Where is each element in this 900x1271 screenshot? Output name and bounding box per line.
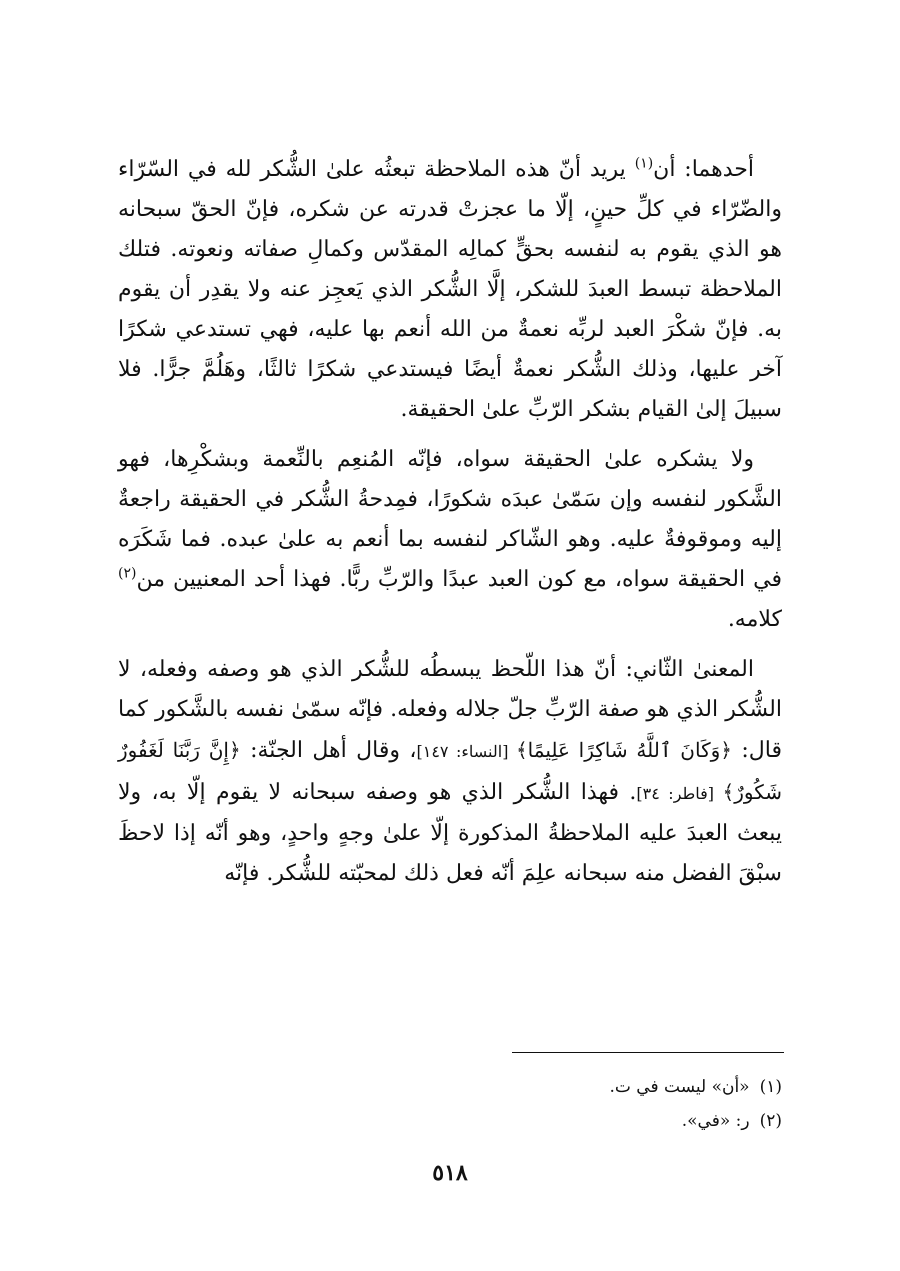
footnote-1 bbox=[118, 1070, 782, 1104]
paragraph-2 bbox=[118, 440, 782, 640]
footnote-marker-1: (١) bbox=[634, 155, 654, 172]
footnote-2-text: ر: «في». bbox=[681, 1111, 750, 1131]
page-number: ٥١٨ bbox=[432, 1160, 468, 1186]
verse-reference-2: [فاطر: ٣٤] bbox=[636, 784, 723, 803]
footnotes bbox=[118, 1070, 782, 1138]
paragraph-3-mid: ، وقال أهل الجنّة: bbox=[240, 738, 417, 763]
quran-verse-2: ﴿إِنَّ رَبَّنَا لَغَفُورٌ شَكُورٌ﴾ bbox=[118, 738, 782, 804]
footnote-1-number: (١) bbox=[759, 1077, 782, 1097]
paragraph-1-start: أحدهما: أن bbox=[653, 157, 754, 182]
footnote-marker-2: (٢) bbox=[118, 565, 137, 582]
paragraph-3 bbox=[118, 650, 782, 894]
paragraph-3-outro: . فهذا الشُّكر الذي هو وصفه سبحانه لا يقوم إلّا به، ولا يبعث العبدَ عليه الملاحظةُ المذكورة إلّا علىٰ وجهٍ واحدٍ، وهو أنّه إذا لاحظَ سبْقَ الفضل منه سبحانه علِمَ أنّه فعل ذلك لمحبّته للشُّكر. فإنّه bbox=[118, 780, 782, 886]
paragraph-2-start: ولا يشكره علىٰ الحقيقة سواه، فإنّه المُنعِم بالنِّعمة وبشكْرِها، فهو الشَّكور لنفسه وإن سَمّىٰ عبدَه شكورًا، فمِدحةُ الشُّكر في الحقيقة راجعةٌ إليه وموقوفةٌ عليه. وهو الشّاكر لنفسه بما أنعم به علىٰ عبده. فما شَكَرَه في الحقيقة سواه، مع كون العبد عبدًا والرّبِّ ربًّا. فهذا أحد المعنيين من bbox=[118, 447, 782, 592]
main-text bbox=[118, 150, 782, 894]
verse-reference-1: [النساء: ١٤٧] bbox=[416, 742, 516, 761]
paragraph-1 bbox=[118, 150, 782, 430]
footnote-2-number: (٢) bbox=[759, 1111, 782, 1131]
footnote-2 bbox=[118, 1104, 782, 1138]
footnote-separator bbox=[512, 1052, 784, 1053]
quran-verse-1: ﴿وَكَانَ ٱللَّهُ شَاكِرًا عَلِيمًا﴾ bbox=[515, 738, 732, 762]
paragraph-1-rest: يريد أنّ هذه الملاحظة تبعثُه علىٰ الشُّكر لله في السّرّاء والضّرّاء في كلِّ حينٍ، إلّا ما عجزتْ قدرته عن شكره، فإنّ الحقّ سبحانه هو الذي يقوم به لنفسه بحقٍّ كمالِه المقدّس وكمالِ صفاته ونعوته. فتلك الملاحظة تبسط العبدَ للشكر، إلَّا الشُّكر الذي يَعجِز عنه ولا يقدِر أن يقوم به. فإنّ شكْرَ العبد لربِّه نعمةٌ من الله أنعم بها عليه، فهي تستدعي شكرًا آخر عليها، وذلك الشُّكر نعمةٌ أيضًا فيستدعي شكرًا ثالثًا، وهَلُمَّ جرًّا. فلا سبيلَ إلىٰ القيام بشكر الرّبِّ علىٰ الحقيقة. bbox=[118, 157, 782, 422]
paragraph-3-intro: المعنىٰ الثّاني: أنّ هذا اللّحظ يبسطُه للشُّكر الذي هو وصفه وفعله، لا الشُّكر الذي هو صفة الرّبِّ جلّ جلاله وفعله. فإنّه سمّىٰ نفسه بالشَّكور كما قال: bbox=[118, 657, 783, 763]
paragraph-2-rest: كلامه. bbox=[727, 607, 782, 632]
footnote-1-text: «أن» ليست في ت. bbox=[609, 1077, 750, 1097]
